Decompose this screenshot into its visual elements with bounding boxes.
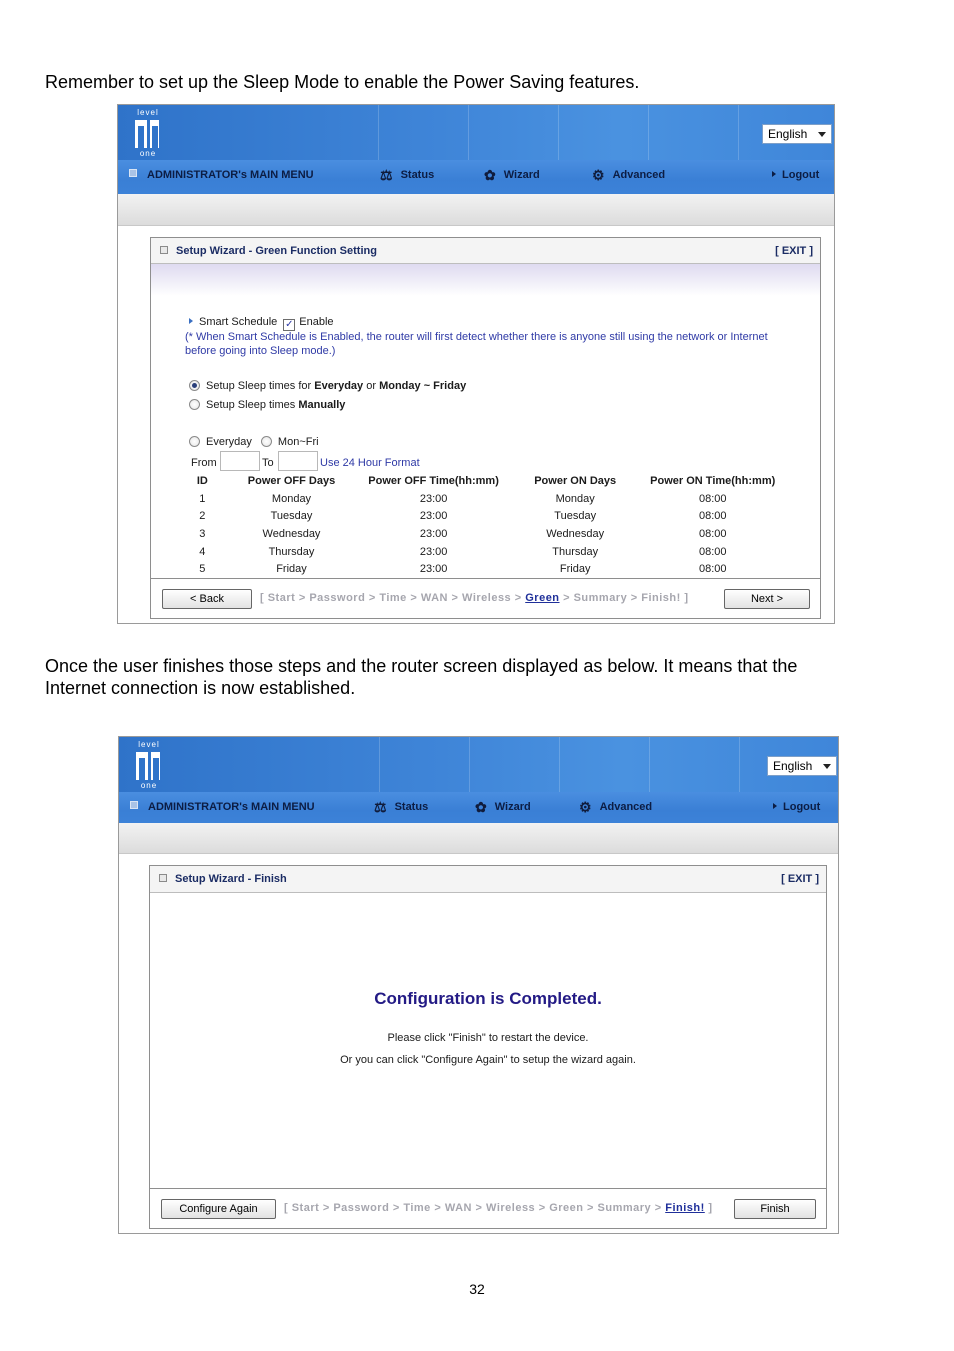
menu-advanced[interactable]: ⚙ Advanced [592, 167, 666, 183]
menu-square-icon [130, 801, 138, 809]
table-cell: 08:00 [698, 492, 727, 505]
monfri-radio[interactable] [261, 436, 272, 447]
menu-wizard[interactable]: ✿ Wizard [475, 799, 531, 815]
wizard-footer [150, 1188, 826, 1228]
configure-again-button[interactable]: Configure Again [161, 1199, 276, 1219]
table-cell: 23:00 [419, 492, 448, 505]
table-cell: 08:00 [698, 563, 727, 576]
router-screenshot-finish [118, 736, 839, 1234]
everyday-radio[interactable] [189, 436, 200, 447]
configure-again-instruction: Or you can click "Configure Again" to setup the wizard again. [340, 1054, 636, 1066]
chevron-down-icon [823, 764, 831, 769]
breadcrumb-current-step: Green [525, 592, 560, 604]
option-everyday-radio[interactable] [189, 380, 200, 391]
wizard-icon: ✿ [475, 799, 487, 815]
wizard-breadcrumb: [ Start > Password > Time > WAN > Wireless > Green > Summary > Finish! ] [260, 592, 689, 604]
option-everyday-monfri[interactable]: Setup Sleep times for Everyday or Monday ~ Friday [189, 379, 466, 393]
menu-status[interactable]: ⚖ Status [380, 167, 435, 183]
enable-label: Enable [299, 316, 334, 328]
table-cell: 23:00 [419, 510, 448, 523]
from-label: From [191, 457, 217, 469]
table-cell: Friday [559, 563, 591, 576]
table-cell: Wednesday [262, 527, 321, 540]
table-row [182, 543, 782, 561]
table-cell: Monday [271, 492, 312, 505]
menu-status[interactable]: ⚖ Status [374, 799, 429, 815]
smart-schedule-label: Smart Schedule [199, 316, 278, 328]
next-button[interactable]: Next > [724, 589, 810, 609]
status-person-icon: ⚖ [374, 799, 387, 815]
panel-header [151, 238, 820, 264]
menu-logout[interactable]: Logout [773, 800, 820, 814]
page-number: 32 [469, 1281, 485, 1297]
breadcrumb-current-step: Finish! [665, 1202, 705, 1214]
main-menu-bar [118, 160, 834, 194]
table-row [182, 490, 782, 508]
menu-advanced[interactable]: ⚙ Advanced [579, 799, 653, 815]
table-cell: 08:00 [698, 545, 727, 558]
table-header-row [182, 472, 782, 490]
table-cell: Tuesday [554, 510, 597, 523]
table-cell: Wednesday [546, 527, 605, 540]
completion-heading: Configuration is Completed. [374, 989, 602, 1008]
router-banner [119, 737, 838, 792]
to-time-input[interactable] [278, 451, 318, 471]
finish-instruction: Please click "Finish" to restart the device. [387, 1032, 589, 1044]
arrow-right-icon [189, 318, 193, 324]
col-header-on-days: Power ON Days [534, 475, 617, 487]
table-cell: 4 [199, 545, 206, 558]
table-cell: Monday [555, 492, 595, 505]
middle-text-line1: Once the user finishes those steps and the router screen displayed as below. It means that the [45, 656, 798, 676]
table-cell: 3 [199, 527, 206, 540]
menu-wizard[interactable]: ✿ Wizard [484, 167, 540, 183]
hour-format-note: Use 24 Hour Format [320, 457, 420, 469]
table-cell: 08:00 [698, 527, 727, 540]
menu-logout[interactable]: Logout [772, 168, 819, 182]
day-selection-row: Everyday Mon~Fri [189, 435, 319, 449]
table-cell: 23:00 [419, 563, 448, 576]
chevron-down-icon [818, 132, 826, 137]
advanced-icon: ⚙ [579, 799, 592, 815]
main-menu-bar [119, 792, 838, 823]
language-select[interactable]: English [762, 124, 832, 144]
sub-bar [118, 194, 834, 226]
option-manually[interactable]: Setup Sleep times Manually [189, 398, 345, 412]
table-cell: 23:00 [419, 527, 448, 540]
col-header-on-time: Power ON Time(hh:mm) [650, 475, 776, 487]
status-person-icon: ⚖ [380, 167, 393, 183]
col-header-off-days: Power OFF Days [247, 475, 336, 487]
table-cell: Friday [276, 563, 307, 576]
arrow-right-icon [772, 171, 776, 177]
panel-header [150, 866, 826, 893]
smart-schedule-note-line2: before going into Sleep mode.) [185, 345, 336, 357]
middle-text-line2: Internet connection is now established. [45, 678, 356, 698]
exit-link[interactable]: [ EXIT ] [775, 245, 813, 257]
table-cell: 08:00 [698, 510, 727, 523]
table-row [182, 525, 782, 543]
exit-link[interactable]: [ EXIT ] [781, 873, 819, 885]
panel-title: Setup Wizard - Green Function Setting [176, 245, 377, 257]
table-row [182, 508, 782, 526]
smart-schedule-note-line1: (* When Smart Schedule is Enabled, the router will first detect whether there is anyone still using the network or Internet [185, 331, 768, 343]
sleep-schedule-table [182, 472, 782, 578]
table-cell: 5 [199, 563, 206, 576]
router-banner [118, 105, 834, 160]
col-header-off-time: Power OFF Time(hh:mm) [368, 475, 499, 487]
table-cell: 23:00 [419, 545, 448, 558]
wizard-icon: ✿ [484, 167, 496, 183]
green-setting-panel [150, 237, 821, 619]
from-time-input[interactable] [220, 451, 260, 471]
finish-panel [149, 865, 827, 1229]
col-header-id: ID [196, 475, 208, 487]
finish-button[interactable]: Finish [734, 1199, 816, 1219]
panel-square-icon [159, 874, 167, 882]
intro-text: Remember to set up the Sleep Mode to enable the Power Saving features. [45, 72, 640, 92]
admin-main-menu-title: ADMINISTRATOR's MAIN MENU [147, 169, 314, 181]
advanced-icon: ⚙ [592, 167, 605, 183]
smart-schedule-checkbox[interactable]: ✓ [285, 319, 294, 330]
panel-square-icon [160, 246, 168, 254]
levelone-logo: level one [133, 741, 165, 789]
to-label: To [262, 457, 274, 469]
menu-square-icon [129, 169, 137, 177]
table-cell: Tuesday [270, 510, 313, 523]
wizard-footer [151, 578, 820, 618]
language-select[interactable]: English [767, 756, 837, 776]
table-cell: 1 [199, 492, 206, 505]
table-cell: Thursday [268, 545, 315, 558]
panel-title: Setup Wizard - Finish [175, 873, 287, 885]
table-cell: Thursday [552, 545, 599, 558]
back-button[interactable]: < Back [162, 589, 252, 609]
smart-schedule-row [189, 315, 334, 331]
table-cell: 2 [199, 510, 206, 523]
arrow-right-icon [773, 803, 777, 809]
option-manually-radio[interactable] [189, 399, 200, 410]
router-screenshot-green-setting [117, 104, 835, 624]
levelone-logo: level one [132, 109, 164, 157]
admin-main-menu-title: ADMINISTRATOR's MAIN MENU [148, 801, 315, 813]
sub-bar [119, 823, 838, 854]
wizard-breadcrumb: [ Start > Password > Time > WAN > Wireless > Green > Summary > Finish! ] [284, 1202, 713, 1214]
table-row [182, 560, 782, 578]
